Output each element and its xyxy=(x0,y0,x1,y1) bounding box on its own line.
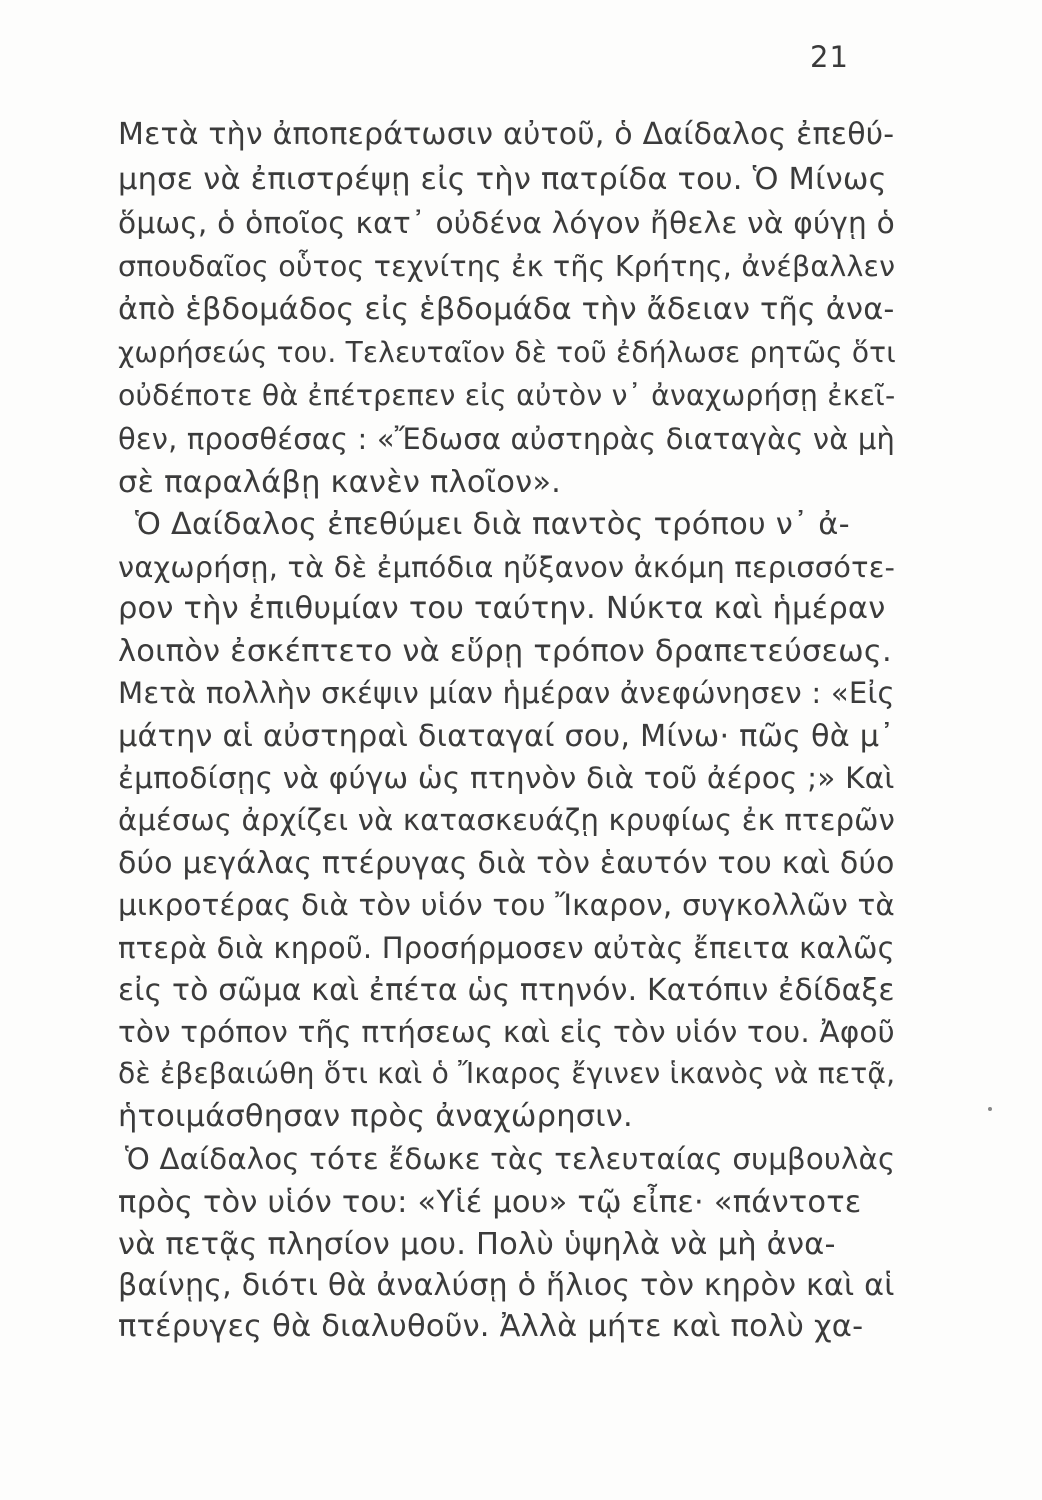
text-line: εἰς τὸ σῶμα καὶ ἐπέτα ὡς πτηνόν. Κατόπιν ἐδίδαξε xyxy=(118,973,895,1008)
text-line: ἡτοιμάσθησαν πρὸς ἀναχώρησιν. xyxy=(118,1099,633,1134)
text-line: νὰ πετᾷς πλησίον μου. Πολὺ ὑψηλὰ νὰ μὴ ἀνα- xyxy=(118,1227,836,1262)
page-number: 21 xyxy=(810,40,849,74)
text-line: δὲ ἐβεβαιώθη ὅτι καὶ ὁ Ἴκαρος ἔγινεν ἱκανὸς νὰ πετᾷ, xyxy=(118,1057,896,1090)
text-line: Μετὰ τὴν ἀποπεράτωσιν αὐτοῦ, ὁ Δαίδαλος ἐπεθύ- xyxy=(118,117,895,152)
text-line: ἀμέσως ἀρχίζει νὰ κατασκευάζῃ κρυφίως ἐκ πτερῶν xyxy=(118,803,896,837)
text-line: ρον τὴν ἐπιθυμίαν του ταύτην. Νύκτα καὶ ἡμέραν xyxy=(118,591,886,626)
text-line: δύο μεγάλας πτέρυγας διὰ τὸν ἑαυτόν του καὶ δύο xyxy=(118,846,895,881)
text-line: τὸν τρόπον τῆς πτήσεως καὶ εἰς τὸν υἱόν του. Ἀφοῦ xyxy=(118,1015,895,1049)
text-line: σὲ παραλάβῃ κανὲν πλοῖον». xyxy=(118,465,562,500)
text-line: λοιπὸν ἐσκέπτετο νὰ εὕρῃ τρόπον δραπετεύσεως. xyxy=(118,634,892,669)
text-line: σπουδαῖος οὗτος τεχνίτης ἐκ τῆς Κρήτης, ἀνέβαλλεν xyxy=(118,250,896,283)
text-line: μικροτέρας διὰ τὸν υἱόν του Ἴκαρον, συγκολλῶν τὰ xyxy=(118,888,895,922)
text-line: ὅμως, ὁ ὁποῖος κατ᾽ οὐδένα λόγον ἤθελε νὰ φύγῃ ὁ xyxy=(118,206,895,240)
text-line: πτέρυγες θὰ διαλυθοῦν. Ἀλλὰ μήτε καὶ πολὺ χα- xyxy=(118,1309,864,1344)
text-line: ἀπὸ ἑβδομάδος εἰς ἑβδομάδα τὴν ἄδειαν τῆς ἀνα- xyxy=(118,292,895,327)
text-line: μάτην αἱ αὐστηραὶ διαταγαί σου, Μίνω· πῶς θὰ μ᾽ xyxy=(118,719,895,754)
text-line: Μετὰ πολλὴν σκέψιν μίαν ἡμέραν ἀνεφώνησεν : «Εἰς xyxy=(118,676,895,710)
text-line: Ὁ Δαίδαλος τότε ἔδωκε τὰς τελευταίας συμβουλὰς xyxy=(125,1142,896,1176)
text-line: χωρήσεώς του. Τελευταῖον δὲ τοῦ ἐδήλωσε ρητῶς ὅτι xyxy=(118,336,896,369)
text-line: βαίνῃς, διότι θὰ ἀναλύσῃ ὁ ἥλιος τὸν κηρὸν καὶ αἱ xyxy=(118,1268,895,1303)
text-line: μησε νὰ ἐπιστρέψῃ εἰς τὴν πατρίδα του. Ὁ Μίνως xyxy=(118,162,887,197)
text-line: πτερὰ διὰ κηροῦ. Προσήρμοσεν αὐτὰς ἔπειτα καλῶς xyxy=(118,931,895,965)
text-line: ναχωρήσῃ, τὰ δὲ ἐμπόδια ηὔξανον ἀκόμη περισσότε- xyxy=(118,550,896,584)
text-line: ἐμποδίσῃς νὰ φύγω ὡς πτηνὸν διὰ τοῦ ἀέρος ;» Καὶ xyxy=(118,761,895,795)
paper-speck xyxy=(988,1107,992,1111)
text-line: οὐδέποτε θὰ ἐπέτρεπεν εἰς αὐτὸν ν᾽ ἀναχωρήσῃ ἐκεῖ- xyxy=(118,379,896,412)
text-line: θεν, προσθέσας : «Ἔδωσα αὐστηρὰς διαταγὰς νὰ μὴ xyxy=(118,422,896,456)
text-line: πρὸς τὸν υἱόν του: «Υἱέ μου» τῷ εἶπε· «πάντοτε xyxy=(118,1185,862,1220)
text-line: Ὁ Δαίδαλος ἐπεθύμει διὰ παντὸς τρόπου ν᾽ ἀ- xyxy=(135,507,850,542)
